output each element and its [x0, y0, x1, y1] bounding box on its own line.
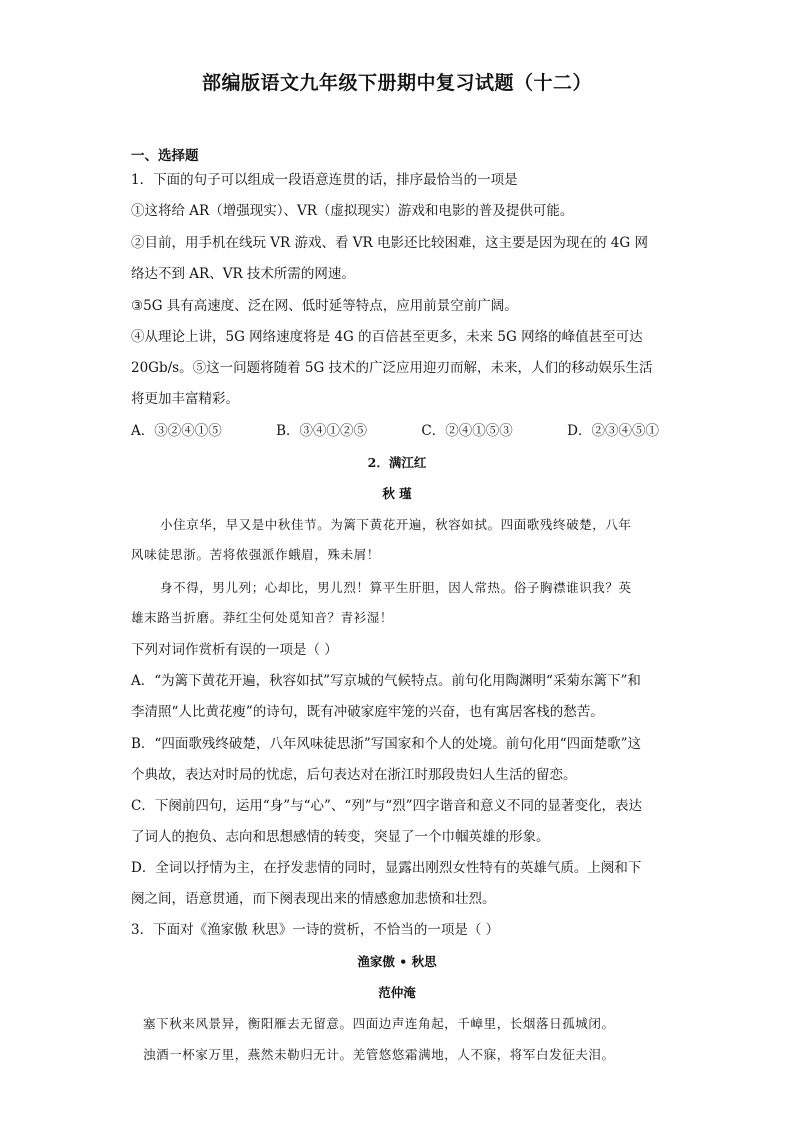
q3-poem-line2: 浊酒一杯家万里，燕然未勒归无计。羌管悠悠霜满地，人不寐，将军白发征夫泪。 [143, 1047, 615, 1062]
q2-option-a-line2: 李清照“人比黄花瘦”的诗句，既有冲破家庭牢笼的兴奋，也有寓居客栈的愁苦。 [131, 704, 604, 720]
q2-option-d-line1: D．全词以抒情为主，在抒发悲情的同时，显露出刚烈女性特有的英雄气质。上阕和下 [131, 860, 642, 876]
section-heading-choice: 一、选择题 [131, 148, 199, 164]
q2-option-c-line1: C．下阕前四句，运用“身”与“心”、“列”与“烈”四字谐音和意义不同的显著变化，表达 [131, 798, 643, 814]
q3-poem-line1: 塞下秋来风景异，衡阳雁去无留意。四面边声连角起，千嶂里，长烟落日孤城闭。 [143, 1016, 615, 1031]
q2-poem-line1: 小住京华，早又是中秋佳节。为篱下黄花开遍，秋容如拭。四面歌残终破楚，八年 [160, 517, 632, 532]
q3-poem-author: 范仲淹 [378, 985, 416, 1000]
q1-options [131, 421, 659, 441]
q1-sentence-1: ①这将给 AR（增强现实）、VR（虚拟现实）游戏和电影的普及提供可能。 [131, 203, 574, 219]
q2-option-a-line1: A．“为篱下黄花开遍，秋容如拭”写京城的气候特点。前句化用陶渊明“采菊东篱下”和 [131, 673, 641, 689]
q3-poem-title: 渔家傲 • 秋思 [357, 954, 437, 969]
q1-option-c: C．②④①⑤③ [421, 423, 513, 439]
q2-option-c-line2: 了词人的抱负、志向和思想感情的转变，突显了一个巾帼英雄的形象。 [131, 829, 550, 845]
q1-option-d: D．②③④⑤① [567, 423, 659, 439]
page-title: 部编版语文九年级下册期中复习试题（十二） [201, 72, 592, 94]
q2-stem: 下列对词作赏析有误的一项是（ ） [131, 642, 338, 658]
q2-poem-line2: 风味徒思浙。苦将侬强派作蛾眉，殊未屑！ [131, 547, 380, 562]
q1-sentence-2-line2: 络达不到 AR、VR 技术所需的网速。 [131, 266, 355, 282]
q1-sentence-3: ③5G 具有高速度、泛在网、低时延等特点，应用前景空前广阔。 [131, 298, 518, 314]
q2-poem-line3: 身不得，男儿列；心却比，男儿烈！算平生肝胆，因人常热。俗子胸襟谁识我？英 [160, 580, 632, 595]
q2-option-b-line1: B．“四面歌残终破楚，八年风味徒思浙”写国家和个人的处境。前句化用“四面楚歌”这 [131, 736, 642, 752]
q1-sentence-4-line1: ④从理论上讲，5G 网络速度将是 4G 的百倍甚至更多，未来 5G 网络的峰值甚至可达 [131, 329, 643, 345]
q3-stem: 3．下面对《渔家傲 秋思》一诗的赏析，不恰当的一项是（ ） [131, 922, 500, 938]
q1-sentence-4-line2: 20Gb/s。⑤这一问题将随着 5G 技术的广泛应用迎刃而解，未来，人们的移动娱乐生活 [131, 360, 653, 376]
q1-sentence-4-line3: 将更加丰富精彩。 [131, 391, 239, 407]
q2-poem-title: 2．满江红 [367, 455, 427, 470]
q1-option-a: A．③②④①⑤ [131, 423, 222, 439]
q2-option-d-line2: 阕之间，语意贯通，而下阕表现出来的情感愈加悲愤和壮烈。 [131, 891, 496, 907]
q1-option-b: B．③④①②⑤ [276, 423, 368, 439]
q2-poem-author: 秋 瑾 [382, 486, 412, 501]
q1-sentence-2-line1: ②目前，用手机在线玩 VR 游戏、看 VR 电影还比较困难，这主要是因为现在的 4G 网 [131, 235, 648, 251]
q2-poem-line4: 雄末路当折磨。莽红尘何处觅知音？青衫湿！ [131, 610, 394, 625]
q1-stem: 1．下面的句子可以组成一段语意连贯的话，排序最恰当的一项是 [131, 172, 518, 188]
q2-option-b-line2: 个典故，表达对时局的忧虑，后句表达对在浙江时那段贵妇人生活的留恋。 [131, 767, 577, 783]
